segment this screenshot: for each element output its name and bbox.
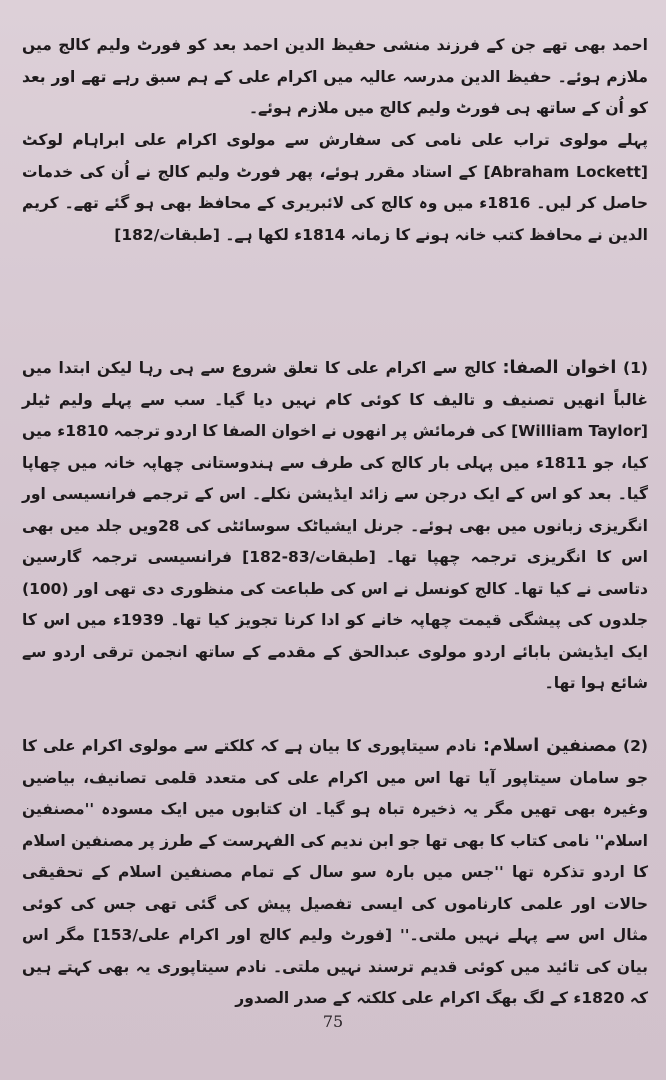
section-2-number: (2)	[623, 737, 649, 755]
section-1-text: کالج سے اکرام علی کا تعلق شروع سے ہی رہا لیکن ابتدا میں غالباً انھیں تصنیف و تالیف کا کوئی کام نہیں دیا گیا۔ سب سے پہلے ولیم ٹیلر [William Taylor] کی فرمائش پر انھوں نے اخوان الصفا کا اردو ترجمہ 1810ء میں کیا، جو 1811ء میں پہلی بار کالج کی طرف سے ہندوستانی چھاپہ خانہ میں چھاپا گیا۔ بعد کو اس کے ایک درجن سے زائد ایڈیشن نکلے۔ اس کے ترجمے فرانسیسی اور انگریزی زبانوں میں بھی ہوئے۔ جرنل ایشیاٹک سوسائٹی کی 28ویں جلد میں بھی اس کا انگریزی ترجمہ چھپا تھا۔ [طبقات/83-182] فرانسیسی ترجمہ گارسین دتاسی نے کیا تھا۔ کالج کونسل نے اس کی طباعت کی منظوری دی تھی اور (100) جلدوں کی پیشگی قیمت چھاپہ خانے کو ادا کرنا تجویز کیا تھا۔ 1939ء میں اس کا ایک ایڈیشن بابائے اردو مولوی عبدالحق کے مقدمے کے ساتھ انجمن ترقی اردو سے شائع ہوا تھا۔	[22, 359, 649, 692]
section-1-number: (1)	[623, 359, 648, 377]
paragraph-2: پہلے مولوی تراب علی نامی کی سفارش سے مولوی اکرام علی ابراہام لوکٹ [Abraham Lockett] کے استاد مقرر ہوئے، پھر فورٹ ولیم کالج نے اُن کی خدمات حاصل کر لیں۔ 1816ء میں وہ کالج کی لائبریری کے محافظ بھی ہو گئے تھے۔ کریم الدین نے محافظ کتب خانہ ہونے کا زمانہ 1814ء لکھا ہے۔ [طبقات/182]	[22, 131, 649, 244]
section-1-paragraph	[22, 353, 649, 692]
section-2-text: نادم سیتاپوری کا بیان ہے کہ کلکتے سے مولوی اکرام علی کا جو سامان سیتاپور آیا تھا اس میں اکرام علی کی متعدد قلمی تصانیف، بیاضیں وغیرہ بھی تھیں مگر یہ ذخیرہ تباہ ہو گیا۔ ان کتابوں میں ایک مسودہ ''مصنفین اسلام'' نامی کتاب کا بھی تھا جو ابن ندیم کی الفہرست کے طرز پر مصنفین اسلام کا اردو تذکرہ تھا ''جس میں بارہ سو سال کے تمام مصنفین اسلام کے تحقیقی حالات اور علمی کارناموں کی ایسی تفصیل پیش کی گئی تھی جس کی کوئی مثال اس سے پہلے نہیں ملتی۔'' [فورٹ ولیم کالج اور اکرام علی/153] مگر اس بیان کی تائید میں کوئی قدیم ترسند نہیں ملتی۔ نادم سیتاپوری یہ بھی کہتے ہیں کہ 1820ء کے لگ بھگ اکرام علی کلکتہ کے صدر الصدور	[22, 737, 648, 1007]
paragraph-1: احمد بھی تھے جن کے فرزند منشی حفیظ الدین احمد بعد کو فورٹ ولیم کالج میں ملازم ہوئے۔ حفیظ الدین مدرسہ عالیہ میں اکرام علی کے ہم سبق رہے تھے اور بعد کو اُن کے ساتھ ہی فورٹ ولیم کالج میں ملازم ہوئے۔	[22, 36, 648, 117]
section-2-heading: مصنفین اسلام:	[482, 736, 617, 756]
page-number: 75	[322, 1012, 344, 1031]
section-1-heading: اخوان الصفا:	[502, 358, 617, 378]
section-2-paragraph	[22, 731, 648, 1021]
